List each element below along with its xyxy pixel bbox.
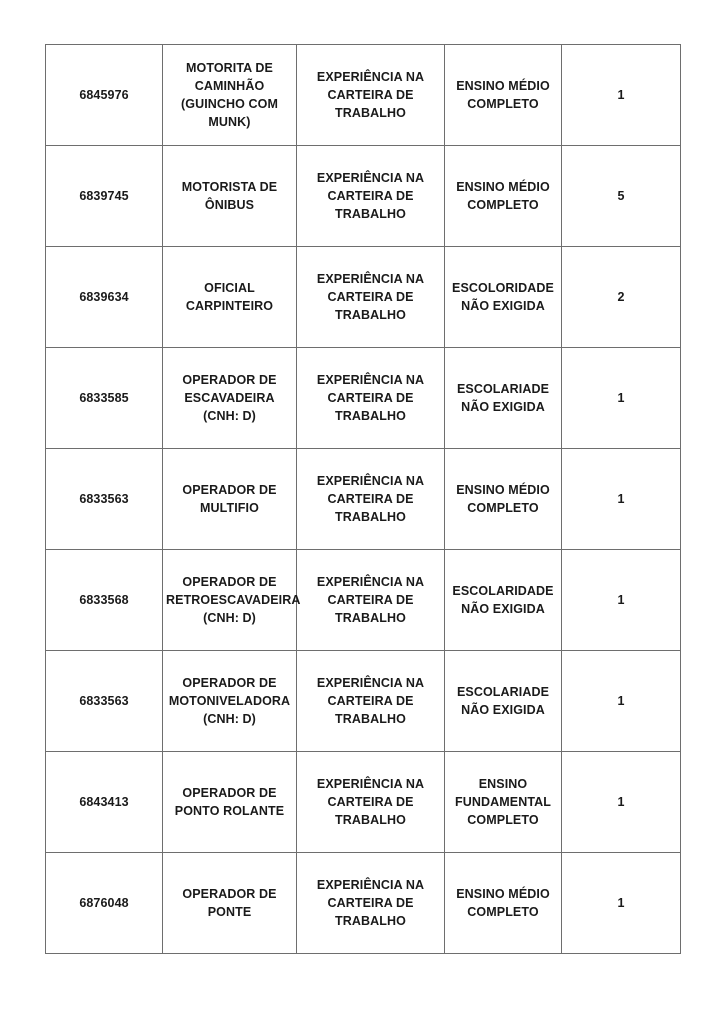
occupation: MOTORISTA DE ÔNIBUS xyxy=(163,146,297,247)
table-row xyxy=(46,348,681,449)
experience-requirement: EXPERIÊNCIA NA CARTEIRA DE TRABALHO xyxy=(297,247,445,348)
vacancy-count: 1 xyxy=(562,348,681,449)
vacancy-count: 5 xyxy=(562,146,681,247)
vacancy-code: 6845976 xyxy=(46,45,163,146)
occupation: MOTORITA DE CAMINHÃO (GUINCHO COM MUNK) xyxy=(163,45,297,146)
table-row xyxy=(46,752,681,853)
vacancy-count: 1 xyxy=(562,752,681,853)
vacancy-code: 6833563 xyxy=(46,651,163,752)
vacancy-count: 1 xyxy=(562,45,681,146)
vacancy-code: 6833568 xyxy=(46,550,163,651)
experience-requirement: EXPERIÊNCIA NA CARTEIRA DE TRABALHO xyxy=(297,853,445,954)
table-row xyxy=(46,449,681,550)
vacancy-count: 1 xyxy=(562,651,681,752)
education-level: ESCOLARIADE NÃO EXIGIDA xyxy=(445,348,562,449)
occupation: OPERADOR DE MULTIFIO xyxy=(163,449,297,550)
experience-requirement: EXPERIÊNCIA NA CARTEIRA DE TRABALHO xyxy=(297,146,445,247)
education-level: ESCOLARIADE NÃO EXIGIDA xyxy=(445,651,562,752)
table-row xyxy=(46,651,681,752)
education-level: ESCOLORIDADE NÃO EXIGIDA xyxy=(445,247,562,348)
vacancy-count: 1 xyxy=(562,853,681,954)
occupation: OPERADOR DE PONTE xyxy=(163,853,297,954)
table-row xyxy=(46,247,681,348)
experience-requirement: EXPERIÊNCIA NA CARTEIRA DE TRABALHO xyxy=(297,752,445,853)
job-vacancies-table xyxy=(45,44,681,954)
vacancy-code: 6839745 xyxy=(46,146,163,247)
vacancy-count: 1 xyxy=(562,550,681,651)
experience-requirement: EXPERIÊNCIA NA CARTEIRA DE TRABALHO xyxy=(297,449,445,550)
vacancy-count: 2 xyxy=(562,247,681,348)
education-level: ENSINO MÉDIO COMPLETO xyxy=(445,449,562,550)
occupation: OPERADOR DE ESCAVADEIRA (CNH: D) xyxy=(163,348,297,449)
education-level: ENSINO MÉDIO COMPLETO xyxy=(445,45,562,146)
table-row xyxy=(46,45,681,146)
vacancy-code: 6843413 xyxy=(46,752,163,853)
experience-requirement: EXPERIÊNCIA NA CARTEIRA DE TRABALHO xyxy=(297,550,445,651)
experience-requirement: EXPERIÊNCIA NA CARTEIRA DE TRABALHO xyxy=(297,651,445,752)
vacancy-code: 6833563 xyxy=(46,449,163,550)
occupation: OPERADOR DE RETROESCAVADEIRA (CNH: D) xyxy=(163,550,297,651)
vacancy-count: 1 xyxy=(562,449,681,550)
experience-requirement: EXPERIÊNCIA NA CARTEIRA DE TRABALHO xyxy=(297,45,445,146)
vacancy-code: 6876048 xyxy=(46,853,163,954)
table-row xyxy=(46,853,681,954)
table-row xyxy=(46,146,681,247)
vacancy-code: 6839634 xyxy=(46,247,163,348)
occupation: OPERADOR DE MOTONIVELADORA (CNH: D) xyxy=(163,651,297,752)
education-level: ENSINO MÉDIO COMPLETO xyxy=(445,853,562,954)
table-row xyxy=(46,550,681,651)
vacancy-code: 6833585 xyxy=(46,348,163,449)
occupation: OPERADOR DE PONTO ROLANTE xyxy=(163,752,297,853)
education-level: ENSINO FUNDAMENTAL COMPLETO xyxy=(445,752,562,853)
experience-requirement: EXPERIÊNCIA NA CARTEIRA DE TRABALHO xyxy=(297,348,445,449)
education-level: ESCOLARIDADE NÃO EXIGIDA xyxy=(445,550,562,651)
occupation: OFICIAL CARPINTEIRO xyxy=(163,247,297,348)
education-level: ENSINO MÉDIO COMPLETO xyxy=(445,146,562,247)
